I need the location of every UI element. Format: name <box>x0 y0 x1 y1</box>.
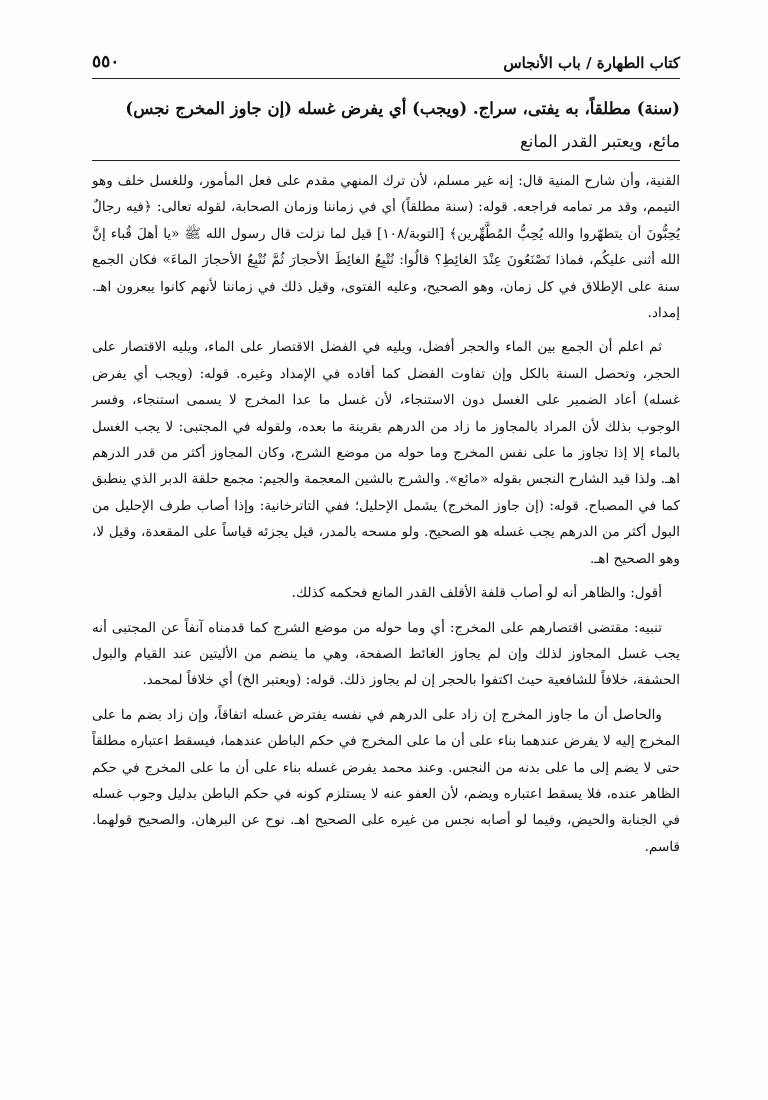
main-text <box>92 92 680 158</box>
commentary <box>92 168 680 864</box>
commentary-paragraph-5: والحاصل أن ما جاوز المخرج إن زاد على الدرهم في نفسه يفترض غسله اتفاقاً، وإن زاد بضم ما على المخرج إليه لا يفرض عندهما بناء على أن ما على المخرج في حكم الباطن عندهما، فيسقط اعتباره مطلقاً حتى لا يضم إلى ما على بدنه من النجس. وعند محمد يفرض غسله بناء على أن ما على المخرج في حكم الظاهر عنده، فلا يسقط اعتباره ويضم، لأن العفو عنه لا يستلزم كونه في حكم الباطن بدليل وجوب غسله في الجنابة والحيض، وفيما لو أصابه نجس من غيره على الصحيح اهـ. نوح عن البرهان. والصحيح قولهما. قاسم. <box>92 706 680 855</box>
commentary-paragraph-3: أقول: والظاهر أنه لو أصاب قلفة الأقلف القدر المانع فحكمه كذلك. <box>291 585 662 602</box>
separator-rule <box>92 160 680 161</box>
commentary-paragraph-4: تنبيه: مقتضى اقتصارهم على المخرج: أي وما حوله من موضع الشرج كما قدمناه آنفاً عن المجتبى أنه يجب غسل المجاوز لذلك وإن لم يجاوز الغائط الصفحة، وهي ما ينضم من الأليتين عند القيام والبول الحشفة، خلافاً للشافعية حيث اكتفوا بالحجر إن لم يجاوز ذلك. قوله: (ويعتبر الخ) أي خلافاً لمحمد. <box>92 619 680 689</box>
running-title: كتاب الطهارة / باب الأنجاس <box>503 54 680 72</box>
commentary-paragraph-1: القنية، وأن شارح المنية قال: إنه غير مسلم، لأن ترك المنهي مقدم على فعل المأمور، وللغسل خلف وهو التيمم، وقد مر تمامه فراجعه. قوله: (سنة مطلقاً) أي في زماننا وزمان الصحابة، لقوله تعالى: ﴿فيه رجالٌ يُحِبُّونَ أن يتطهّروا والله يُحِبُّ المُطَّهِّرين﴾ [التوبة/١٠٨] قيل لما نزلت قال رسول الله ﷺ «يا أهلَ قُباء إنَّ الله أثنى عليكُم، فماذا تَصْنَعُونَ عِنْدَ الغائِطِ؟ قالُوا: نُتْبِعُ الغائِطَ الأحجارَ ثُمَّ نُتْبِعُ الأحجارَ الماءَ» فكان الجمع سنة على الإطلاق في كل زمان، وهو الصحيح، وعليه الفتوى، وقيل ذلك في زماننا لأنهم كانوا يبعرون اهـ. إمداد. <box>92 173 680 322</box>
header-rule <box>92 78 680 79</box>
page-header <box>92 46 680 72</box>
commentary-paragraph-2: ثم اعلم أن الجمع بين الماء والحجر أفضل، ويليه في الفضل الاقتصار على الماء، ويليه الاقتصار على الحجر، وتحصل السنة بالكل وإن تفاوت الفضل كما أفاده في الإمداد وغيره. قوله: (ويجب أي يفرض غسله) أعاد الضمير على الغسل دون الاستنجاء، لأن غسل ما عدا المخرج لا يسمى استنجاء، وفسر الوجوب بذلك لأن المراد بالمجاوز ما زاد من الدرهم بقرينة ما بعده، ولقوله في المجتبى: لا يجب الغسل بالماء إلا إذا تجاوز ما على نفس المخرج وما حوله من موضع الشرج، وكان المجاوز أكثر من قدر الدرهم اهـ. ولذا قيد الشارح النجس بقوله «مائع». والشرج بالشين المعجمة والجيم: مجمع حلقة الدبر الذي ينطبق كما في المصباح. قوله: (إن جاوز المخرج) يشمل الإحليل؛ ففي التاترخانية: وإذا أصاب طرف الإحليل من البول أكثر من الدرهم يجب غسله هو الصحيح. ولو مسحه بالمدر، قيل يجزئه قياساً على المقعدة، وقيل لا، وهو الصحيح اهـ. <box>92 339 680 567</box>
main-text-line-2: مائع، ويعتبر القدر المانع <box>519 132 680 151</box>
page-number: ٥٥٠ <box>92 52 120 72</box>
main-text-line-1: (سنة) مطلقاً، به يفتى، سراج. (ويجب) أي يفرض غسله (إن جاوز المخرج نجس) <box>125 99 680 118</box>
